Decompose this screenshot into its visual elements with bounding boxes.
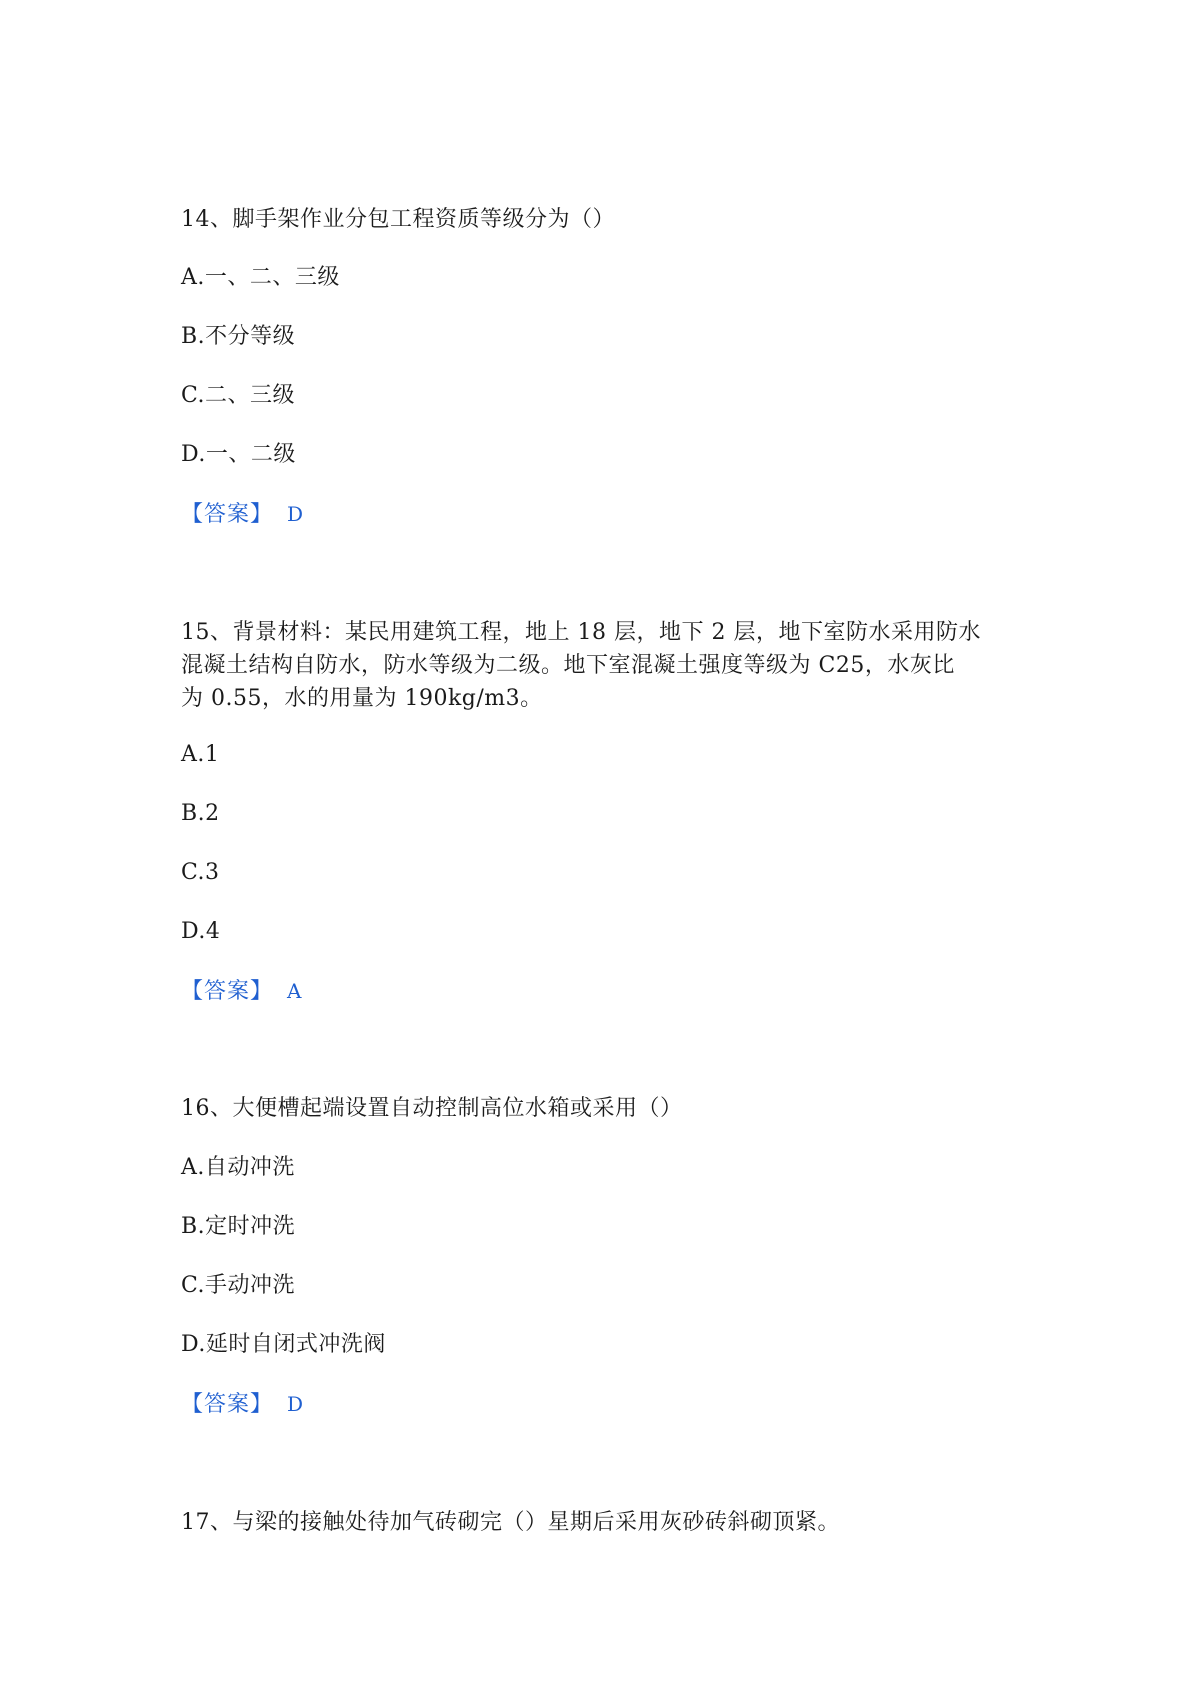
question-16-option-b: B.定时冲洗 bbox=[181, 1214, 296, 1239]
question-15-stem-line-1: 15、背景材料：某民用建筑工程，地上 18 层，地下 2 层，地下室防水采用防水 bbox=[181, 620, 981, 645]
answer-label: 【答案】 bbox=[181, 979, 274, 1004]
question-16-answer bbox=[181, 1389, 303, 1420]
question-15-option-d: D.4 bbox=[181, 919, 221, 944]
question-15-stem-line-3: 为 0.55，水的用量为 190kg/m3。 bbox=[181, 686, 543, 711]
question-16-stem: 16、大便槽起端设置自动控制高位水箱或采用（） bbox=[181, 1096, 683, 1121]
question-15-answer bbox=[181, 976, 301, 1007]
question-14-option-d: D.一、二级 bbox=[181, 442, 296, 467]
question-17-stem: 17、与梁的接触处待加气砖砌完（）星期后采用灰砂砖斜砌顶紧。 bbox=[181, 1510, 840, 1535]
question-14-answer bbox=[181, 499, 303, 530]
question-15-option-c: C.3 bbox=[181, 860, 220, 885]
question-14-option-b: B.不分等级 bbox=[181, 324, 296, 349]
answer-value: A bbox=[287, 979, 302, 1003]
question-15-stem-line-2: 混凝土结构自防水，防水等级为二级。地下室混凝土强度等级为 C25，水灰比 bbox=[181, 653, 955, 678]
question-15-option-b: B.2 bbox=[181, 801, 220, 826]
question-16-option-a: A.自动冲洗 bbox=[181, 1155, 295, 1180]
answer-label: 【答案】 bbox=[181, 502, 274, 527]
answer-value: D bbox=[287, 1392, 304, 1416]
question-14-option-c: C.二、三级 bbox=[181, 383, 296, 408]
question-14-stem: 14、脚手架作业分包工程资质等级分为（） bbox=[181, 207, 615, 232]
question-16-option-d: D.延时自闭式冲洗阀 bbox=[181, 1332, 386, 1357]
question-15-option-a: A.1 bbox=[181, 742, 220, 767]
question-16-option-c: C.手动冲洗 bbox=[181, 1273, 296, 1298]
answer-label: 【答案】 bbox=[181, 1392, 274, 1417]
answer-value: D bbox=[287, 502, 304, 526]
question-14-option-a: A.一、二、三级 bbox=[181, 265, 340, 290]
